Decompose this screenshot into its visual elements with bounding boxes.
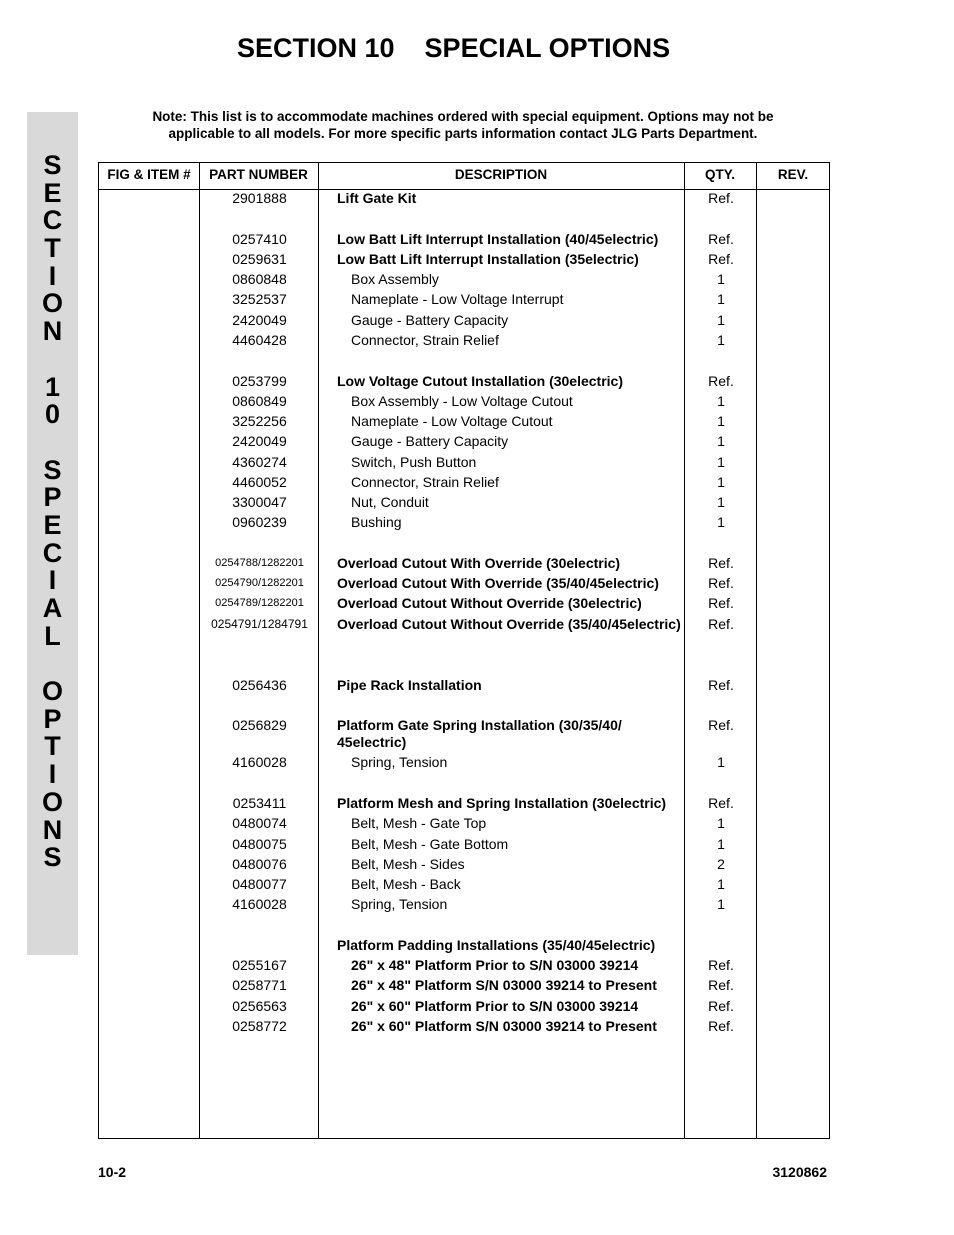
description-cell: Belt, Mesh - Back bbox=[351, 876, 461, 892]
qty-cell: Ref. bbox=[708, 795, 734, 811]
side-tab-letter: A bbox=[42, 593, 63, 623]
table-row bbox=[99, 977, 829, 997]
part-number-cell: 2901888 bbox=[232, 190, 287, 206]
part-number-cell: 0259631 bbox=[232, 251, 287, 267]
qty-cell: 1 bbox=[717, 754, 725, 770]
side-tab-letter: C bbox=[42, 205, 63, 236]
side-tab-letter: N bbox=[42, 316, 63, 347]
page-number: 10-2 bbox=[98, 1164, 127, 1180]
table-row bbox=[99, 413, 829, 433]
description-cell: 26" x 48" Platform S/N 03000 39214 to Present bbox=[351, 977, 657, 993]
description-cell: Gauge - Battery Capacity bbox=[351, 433, 509, 449]
table-row bbox=[99, 474, 829, 494]
document-number: 3120862 bbox=[772, 1164, 827, 1180]
table-row bbox=[99, 937, 829, 957]
side-tab-letter: S bbox=[43, 842, 62, 873]
side-tab-letter: I bbox=[48, 260, 57, 291]
qty-cell: 1 bbox=[717, 454, 725, 470]
note-text: Note: This list is to accommodate machines ordered with special equipment. Options may not be applicable to all models. For more specific parts information contact JLG Parts Department. bbox=[152, 109, 774, 141]
part-number-cell: 0480076 bbox=[232, 856, 287, 872]
qty-cell: 1 bbox=[717, 896, 725, 912]
part-number-cell: 0257410 bbox=[232, 231, 287, 247]
description-cell: 26" x 60" Platform Prior to S/N 03000 39214 bbox=[351, 998, 639, 1014]
description-cell: Gauge - Battery Capacity bbox=[351, 312, 509, 328]
table-row bbox=[99, 454, 829, 474]
table-row bbox=[99, 998, 829, 1018]
description-cell: Box Assembly bbox=[351, 271, 439, 287]
part-number-cell: 0256436 bbox=[232, 677, 287, 693]
header-qty: QTY. bbox=[704, 167, 735, 182]
description-cell: 26" x 48" Platform Prior to S/N 03000 39214 bbox=[351, 957, 639, 973]
part-number-cell: 0480077 bbox=[232, 876, 287, 892]
table-row bbox=[99, 251, 829, 271]
side-tab-letters bbox=[27, 152, 78, 872]
side-tab-letter: T bbox=[44, 233, 61, 264]
description-cell: Box Assembly - Low Voltage Cutout bbox=[351, 393, 573, 409]
table-row bbox=[99, 433, 829, 453]
page-title: SECTION 10 SPECIAL OPTIONS bbox=[237, 33, 671, 63]
qty-cell: 1 bbox=[717, 393, 725, 409]
description-cell: Spring, Tension bbox=[351, 754, 448, 770]
part-number-cell: 0258772 bbox=[232, 1018, 287, 1034]
description-cell: Low Batt Lift Interrupt Installation (40/45electric) bbox=[337, 231, 659, 247]
description-cell: Bushing bbox=[351, 514, 402, 530]
part-number-cell: 4460052 bbox=[232, 474, 287, 490]
qty-cell: Ref. bbox=[708, 957, 734, 973]
qty-cell: Ref. bbox=[708, 373, 734, 389]
qty-cell: Ref. bbox=[708, 555, 734, 571]
side-tab-letter: L bbox=[44, 620, 61, 651]
part-number-cell: 0860849 bbox=[232, 393, 287, 409]
side-tab-letter: O bbox=[41, 786, 63, 817]
part-number-cell: 0253411 bbox=[232, 795, 287, 811]
side-tab-letter: O bbox=[41, 288, 63, 319]
part-number-cell: 0960239 bbox=[232, 514, 287, 530]
description-cell: Pipe Rack Installation bbox=[337, 677, 482, 693]
side-tab-letter bbox=[27, 346, 78, 374]
qty-cell: Ref. bbox=[708, 977, 734, 993]
qty-cell: Ref. bbox=[708, 717, 734, 733]
part-number-cell: 0256563 bbox=[232, 998, 287, 1014]
part-number-cell: 0254788/1282201 bbox=[215, 557, 304, 569]
part-number-cell: 3252537 bbox=[232, 291, 287, 307]
qty-cell: Ref. bbox=[708, 575, 734, 591]
qty-cell: 1 bbox=[717, 815, 725, 831]
table-row bbox=[99, 896, 829, 916]
table-row bbox=[99, 575, 829, 595]
part-number-cell: 0256829 bbox=[232, 717, 287, 733]
part-number-cell: 4460428 bbox=[232, 332, 287, 348]
description-cell: Spring, Tension bbox=[351, 896, 448, 912]
side-tab-letter: C bbox=[42, 537, 63, 568]
part-number-cell: 0480075 bbox=[232, 836, 287, 852]
qty-cell: 1 bbox=[717, 332, 725, 348]
qty-cell: Ref. bbox=[708, 616, 734, 632]
table-row bbox=[99, 514, 829, 534]
parts-table bbox=[98, 162, 830, 1139]
description-cell: Platform Gate Spring Installation (30/35/40/ 45electric) bbox=[337, 717, 622, 750]
table-row bbox=[99, 795, 829, 815]
side-tab-letter: E bbox=[43, 509, 62, 540]
table-row bbox=[99, 291, 829, 311]
table-row bbox=[99, 332, 829, 352]
qty-cell: Ref. bbox=[708, 190, 734, 206]
qty-cell: 1 bbox=[717, 514, 725, 530]
qty-cell: Ref. bbox=[708, 595, 734, 611]
part-number-cell: 0258771 bbox=[232, 977, 287, 993]
table-row bbox=[99, 876, 829, 896]
table-row bbox=[99, 271, 829, 291]
part-number-cell: 0254789/1282201 bbox=[215, 597, 304, 609]
part-number-cell: 3252256 bbox=[232, 413, 287, 429]
description-cell: Connector, Strain Relief bbox=[351, 332, 499, 348]
qty-cell: 1 bbox=[717, 474, 725, 490]
description-cell: Platform Padding Installations (35/40/45electric) bbox=[337, 937, 656, 953]
description-cell: Overload Cutout With Override (30electric) bbox=[337, 555, 621, 571]
part-number-cell: 4160028 bbox=[232, 754, 287, 770]
description-cell: Belt, Mesh - Gate Bottom bbox=[351, 836, 509, 852]
qty-cell: Ref. bbox=[708, 251, 734, 267]
table-row bbox=[99, 1018, 829, 1038]
qty-cell: 1 bbox=[717, 836, 725, 852]
part-number-cell: 2420049 bbox=[232, 433, 287, 449]
section-side-tab bbox=[27, 112, 78, 955]
header-part-number: PART NUMBER bbox=[209, 167, 308, 182]
side-tab-letter: O bbox=[41, 676, 63, 707]
table-row bbox=[99, 836, 829, 856]
qty-cell: 1 bbox=[717, 291, 725, 307]
description-cell: Overload Cutout Without Override (35/40/45electric) bbox=[337, 616, 681, 632]
table-row bbox=[99, 231, 829, 251]
description-cell: Overload Cutout With Override (35/40/45electric) bbox=[337, 575, 659, 591]
part-number-cell: 0255167 bbox=[232, 957, 287, 973]
side-tab-letter: P bbox=[43, 703, 62, 734]
table-row bbox=[99, 190, 829, 210]
description-cell: Belt, Mesh - Sides bbox=[351, 856, 465, 872]
table-row bbox=[99, 717, 829, 750]
side-tab-letter: I bbox=[48, 565, 57, 596]
part-number-cell: 4360274 bbox=[232, 454, 287, 470]
side-tab-letter: E bbox=[43, 177, 62, 208]
side-tab-letter: S bbox=[43, 150, 62, 180]
table-row bbox=[99, 494, 829, 514]
part-number-cell: 0253799 bbox=[232, 373, 287, 389]
table-row bbox=[99, 754, 829, 774]
description-cell: Nut, Conduit bbox=[351, 494, 429, 510]
description-cell: Lift Gate Kit bbox=[337, 190, 417, 206]
header-fig-item: FIG & ITEM # bbox=[107, 167, 191, 182]
table-row bbox=[99, 312, 829, 332]
part-number-cell: 0860848 bbox=[232, 271, 287, 287]
table-row bbox=[99, 616, 829, 636]
qty-cell: 1 bbox=[717, 494, 725, 510]
part-number-cell: 0254790/1282201 bbox=[215, 577, 304, 589]
side-tab-letter bbox=[27, 650, 78, 678]
side-tab-letter bbox=[27, 429, 78, 457]
description-cell: Low Batt Lift Interrupt Installation (35electric) bbox=[337, 251, 639, 267]
description-cell: Overload Cutout Without Override (30electric) bbox=[337, 595, 642, 611]
description-cell: Nameplate - Low Voltage Interrupt bbox=[351, 291, 564, 307]
qty-cell: 1 bbox=[717, 433, 725, 449]
side-tab-letter: T bbox=[44, 731, 61, 762]
table-row bbox=[99, 856, 829, 876]
table-row bbox=[99, 815, 829, 835]
part-number-cell: 2420049 bbox=[232, 312, 287, 328]
qty-cell: 1 bbox=[717, 413, 725, 429]
qty-cell: Ref. bbox=[708, 1018, 734, 1034]
description-cell: 26" x 60" Platform S/N 03000 39214 to Present bbox=[351, 1018, 657, 1034]
table-row bbox=[99, 555, 829, 575]
side-tab-letter: 0 bbox=[44, 399, 61, 430]
description-cell: Platform Mesh and Spring Installation (30electric) bbox=[337, 795, 667, 811]
side-tab-letter: N bbox=[42, 814, 63, 845]
qty-cell: 1 bbox=[717, 312, 725, 328]
side-tab-letter: S bbox=[43, 454, 62, 485]
header-rev: REV. bbox=[777, 167, 809, 182]
description-cell: Switch, Push Button bbox=[351, 454, 477, 470]
part-number-cell: 4160028 bbox=[232, 896, 287, 912]
table-row bbox=[99, 393, 829, 413]
table-row bbox=[99, 677, 829, 697]
qty-cell: 2 bbox=[717, 856, 725, 872]
description-cell: Low Voltage Cutout Installation (30electric) bbox=[337, 373, 623, 389]
header-description: DESCRIPTION bbox=[454, 167, 548, 182]
part-number-cell: 3300047 bbox=[232, 494, 287, 510]
side-tab-letter: 1 bbox=[44, 371, 61, 402]
table-row bbox=[99, 595, 829, 615]
side-tab-letter: I bbox=[48, 759, 57, 790]
description-cell: Connector, Strain Relief bbox=[351, 474, 499, 490]
table-header bbox=[99, 163, 829, 190]
description-cell: Belt, Mesh - Gate Top bbox=[351, 815, 487, 831]
qty-cell: 1 bbox=[717, 271, 725, 287]
part-number-cell: 0480074 bbox=[232, 815, 287, 831]
part-number-cell: 0254791/1284791 bbox=[211, 617, 308, 631]
table-row bbox=[99, 957, 829, 977]
qty-cell: 1 bbox=[717, 876, 725, 892]
qty-cell: Ref. bbox=[708, 998, 734, 1014]
qty-cell: Ref. bbox=[708, 231, 734, 247]
description-cell: Nameplate - Low Voltage Cutout bbox=[351, 413, 553, 429]
side-tab-letter: P bbox=[43, 482, 62, 513]
table-row bbox=[99, 373, 829, 393]
qty-cell: Ref. bbox=[708, 677, 734, 693]
